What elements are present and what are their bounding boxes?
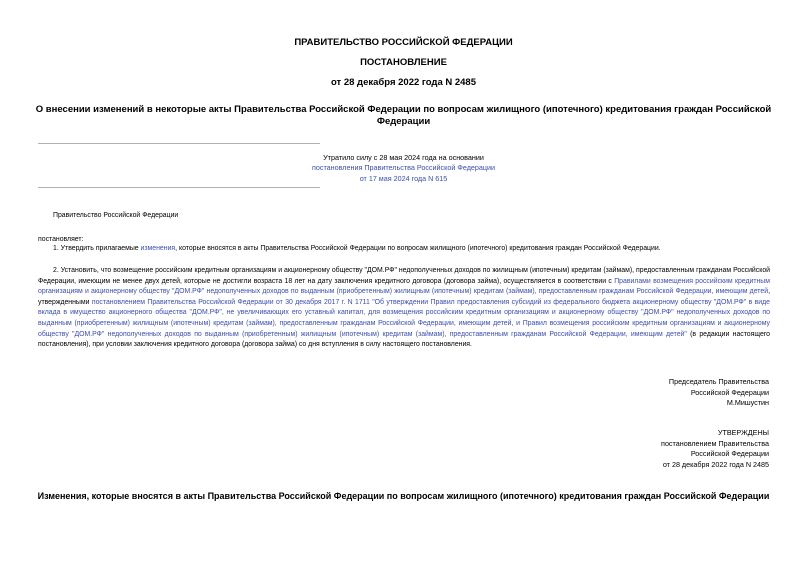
approval-govt: Российской Федерации bbox=[690, 449, 769, 458]
paragraph-1 bbox=[38, 244, 770, 255]
rule-bottom bbox=[38, 187, 320, 188]
document-title-line-1: О внесении изменений в некоторые акты Правительства Российской Федерации по вопросам жилищного (ипотечного) кредитования граждан Российской bbox=[35, 104, 772, 115]
paragraph-1-post: , которые вносятся в акты Правительства Российской Федерации по вопросам жилищного (ипотечного) кредитования граждан Российской Федерации. bbox=[175, 245, 661, 252]
signature-block bbox=[669, 377, 769, 409]
approval-date: от 28 декабря 2022 года N 2485 bbox=[662, 459, 769, 469]
decrees-word: постановляет: bbox=[38, 236, 84, 243]
paragraph-2-part-a: 2. Установить, что возмещение российским кредитным организациям и акционерному обществу "ДОМ.РФ" недополученных доходов по жилищным (ипотечным) кредитам (займам), предоставленным гражданам Российской Федерации, имеющим не менее двух детей, которые не достигли возраста 18 лет на дату заключения кредитного договора (договора займа), осуществляется в соответствии с bbox=[38, 267, 770, 285]
repeal-decree-link[interactable]: постановления Правительства Российской Федерации bbox=[311, 163, 496, 173]
approval-block bbox=[661, 428, 769, 470]
decree-1711-link[interactable]: постановлением Правительства Российской Федерации от 30 декабря 2017 г. N 1711 "Об утверждении Правил предоставления субсидий из федерального бюджета акционерному обществу "ДОМ.РФ" в виде вклада в имущество акционерного общества "ДОМ.РФ", не увеличивающих его уставный капитал, для возмещения российским кредитным организациям и акционерному обществу "ДОМ.РФ" недополученных доходов по выданным (приобретенным) жилищным (ипотечным) кредитам (займам), предоставленным гражданам Российской Федерации, имеющим детей, и Правил возмещения российским кредитным организациям и акционерному обществу "ДОМ.РФ" недополученных доходов по выданным (приобретенным) жилищным (ипотечным) кредитам (займам), предоставленным гражданам Российской Федерации, имеющим детей" bbox=[38, 298, 770, 338]
repeal-decree-date-link[interactable]: от 17 мая 2024 года N 615 bbox=[359, 173, 448, 183]
repeal-note-text: Утратило силу с 28 мая 2024 года на основании bbox=[323, 153, 484, 162]
document-title bbox=[0, 104, 807, 128]
signature-name: М.Мишустин bbox=[726, 398, 769, 407]
signature-role-line-1: Председатель Правительства bbox=[668, 377, 769, 386]
repeal-note bbox=[0, 153, 807, 184]
approval-approved: УТВЕРЖДЕНЫ bbox=[717, 428, 769, 437]
approval-by: постановлением Правительства bbox=[661, 438, 769, 448]
paragraph-2-part-b: , утвержденными bbox=[38, 288, 770, 306]
paragraph-1-pre: 1. Утвердить прилагаемые bbox=[53, 245, 141, 252]
signature-role-line-2: Российской Федерации bbox=[690, 387, 769, 397]
changes-title: Изменения, которые вносятся в акты Правительства Российской Федерации по вопросам жилищного (ипотечного) кредитования граждан Российской Федерации bbox=[37, 491, 770, 501]
document-date: от 28 декабря 2022 года N 2485 bbox=[330, 77, 476, 88]
changes-link[interactable]: изменения bbox=[140, 245, 176, 252]
paragraph-2-part-c: (в редакции настоящего постановления), при условии заключения кредитного договора (договора займа) со дня вступления в силу настоящего постановления. bbox=[38, 330, 770, 349]
document-title-line-2: Федерации bbox=[376, 116, 431, 127]
government-heading: ПРАВИТЕЛЬСТВО РОССИЙСКОЙ ФЕДЕРАЦИИ bbox=[294, 37, 513, 48]
rule-top bbox=[38, 143, 320, 144]
paragraph-2 bbox=[38, 266, 770, 351]
document-type: ПОСТАНОВЛЕНИЕ bbox=[360, 57, 447, 68]
issuer: Правительство Российской Федерации bbox=[53, 212, 179, 219]
rules-link[interactable]: Правилами возмещения российским кредитным организациям и акционерному обществу "ДОМ.РФ" недополученных доходов по выданным (приобретенным) жилищным (ипотечным) кредитам (займам), предоставленным гражданам Российской Федерации, имеющим детей bbox=[38, 277, 770, 296]
